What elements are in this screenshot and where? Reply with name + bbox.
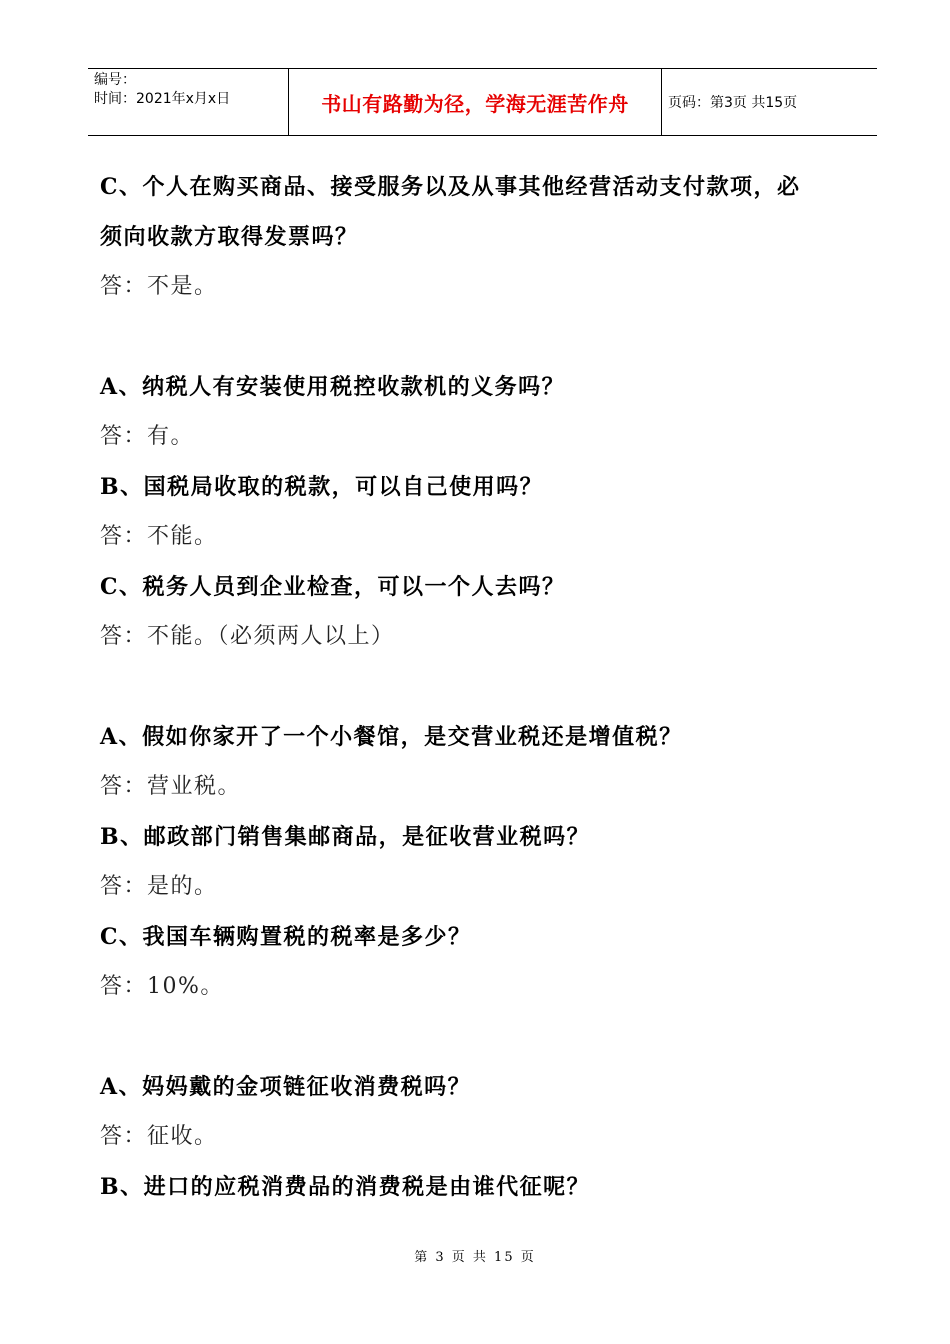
question-line: A、假如你家开了一个小餐馆，是交营业税还是增值税？ <box>100 724 683 750</box>
answer-line: 答：不是。 <box>100 274 218 299</box>
question-line: C、我国车辆购置税的税率是多少？ <box>100 924 472 950</box>
question-line: B、国税局收取的税款，可以自己使用吗？ <box>100 474 544 500</box>
section-gap <box>100 1012 870 1062</box>
answer-line: 答：有。 <box>100 424 195 449</box>
header-meta <box>88 69 288 135</box>
question-line: C、税务人员到企业检查，可以一个人去吗？ <box>100 574 566 600</box>
qa-content <box>100 162 870 1212</box>
question-line: C、个人在购买商品、接受服务以及从事其他经营活动支付款项，必 <box>100 174 801 200</box>
section-gap <box>100 312 870 362</box>
answer-line: 答：营业税。 <box>100 774 242 799</box>
question-line: A、妈妈戴的金项链征收消费税吗？ <box>100 1074 472 1100</box>
answer-line: 答：10%。 <box>100 974 224 999</box>
question-line: B、进口的应税消费品的消费税是由谁代征呢？ <box>100 1174 591 1200</box>
answer-line: 答：是的。 <box>100 874 218 899</box>
document-header <box>88 68 877 136</box>
question-line: 须向收款方取得发票吗？ <box>100 224 359 250</box>
header-motto: 书山有路勤为径，学海无涯苦作舟 <box>288 69 662 135</box>
time-label: 时间：2021年x月x日 <box>94 91 231 107</box>
answer-line: 答：不能。 <box>100 524 218 549</box>
page-footer: 第 3 页 共 15 页 <box>414 1250 536 1265</box>
question-line: B、邮政部门销售集邮商品，是征收营业税吗？ <box>100 824 591 850</box>
question-line: A、纳税人有安装使用税控收款机的义务吗？ <box>100 374 566 400</box>
answer-line: 答：不能。（必须两人以上） <box>100 624 395 649</box>
section-gap <box>100 662 870 712</box>
number-label: 编号： <box>94 72 136 88</box>
answer-line: 答：征收。 <box>100 1124 218 1149</box>
header-page-label: 页码：第3页 共15页 <box>668 95 798 111</box>
